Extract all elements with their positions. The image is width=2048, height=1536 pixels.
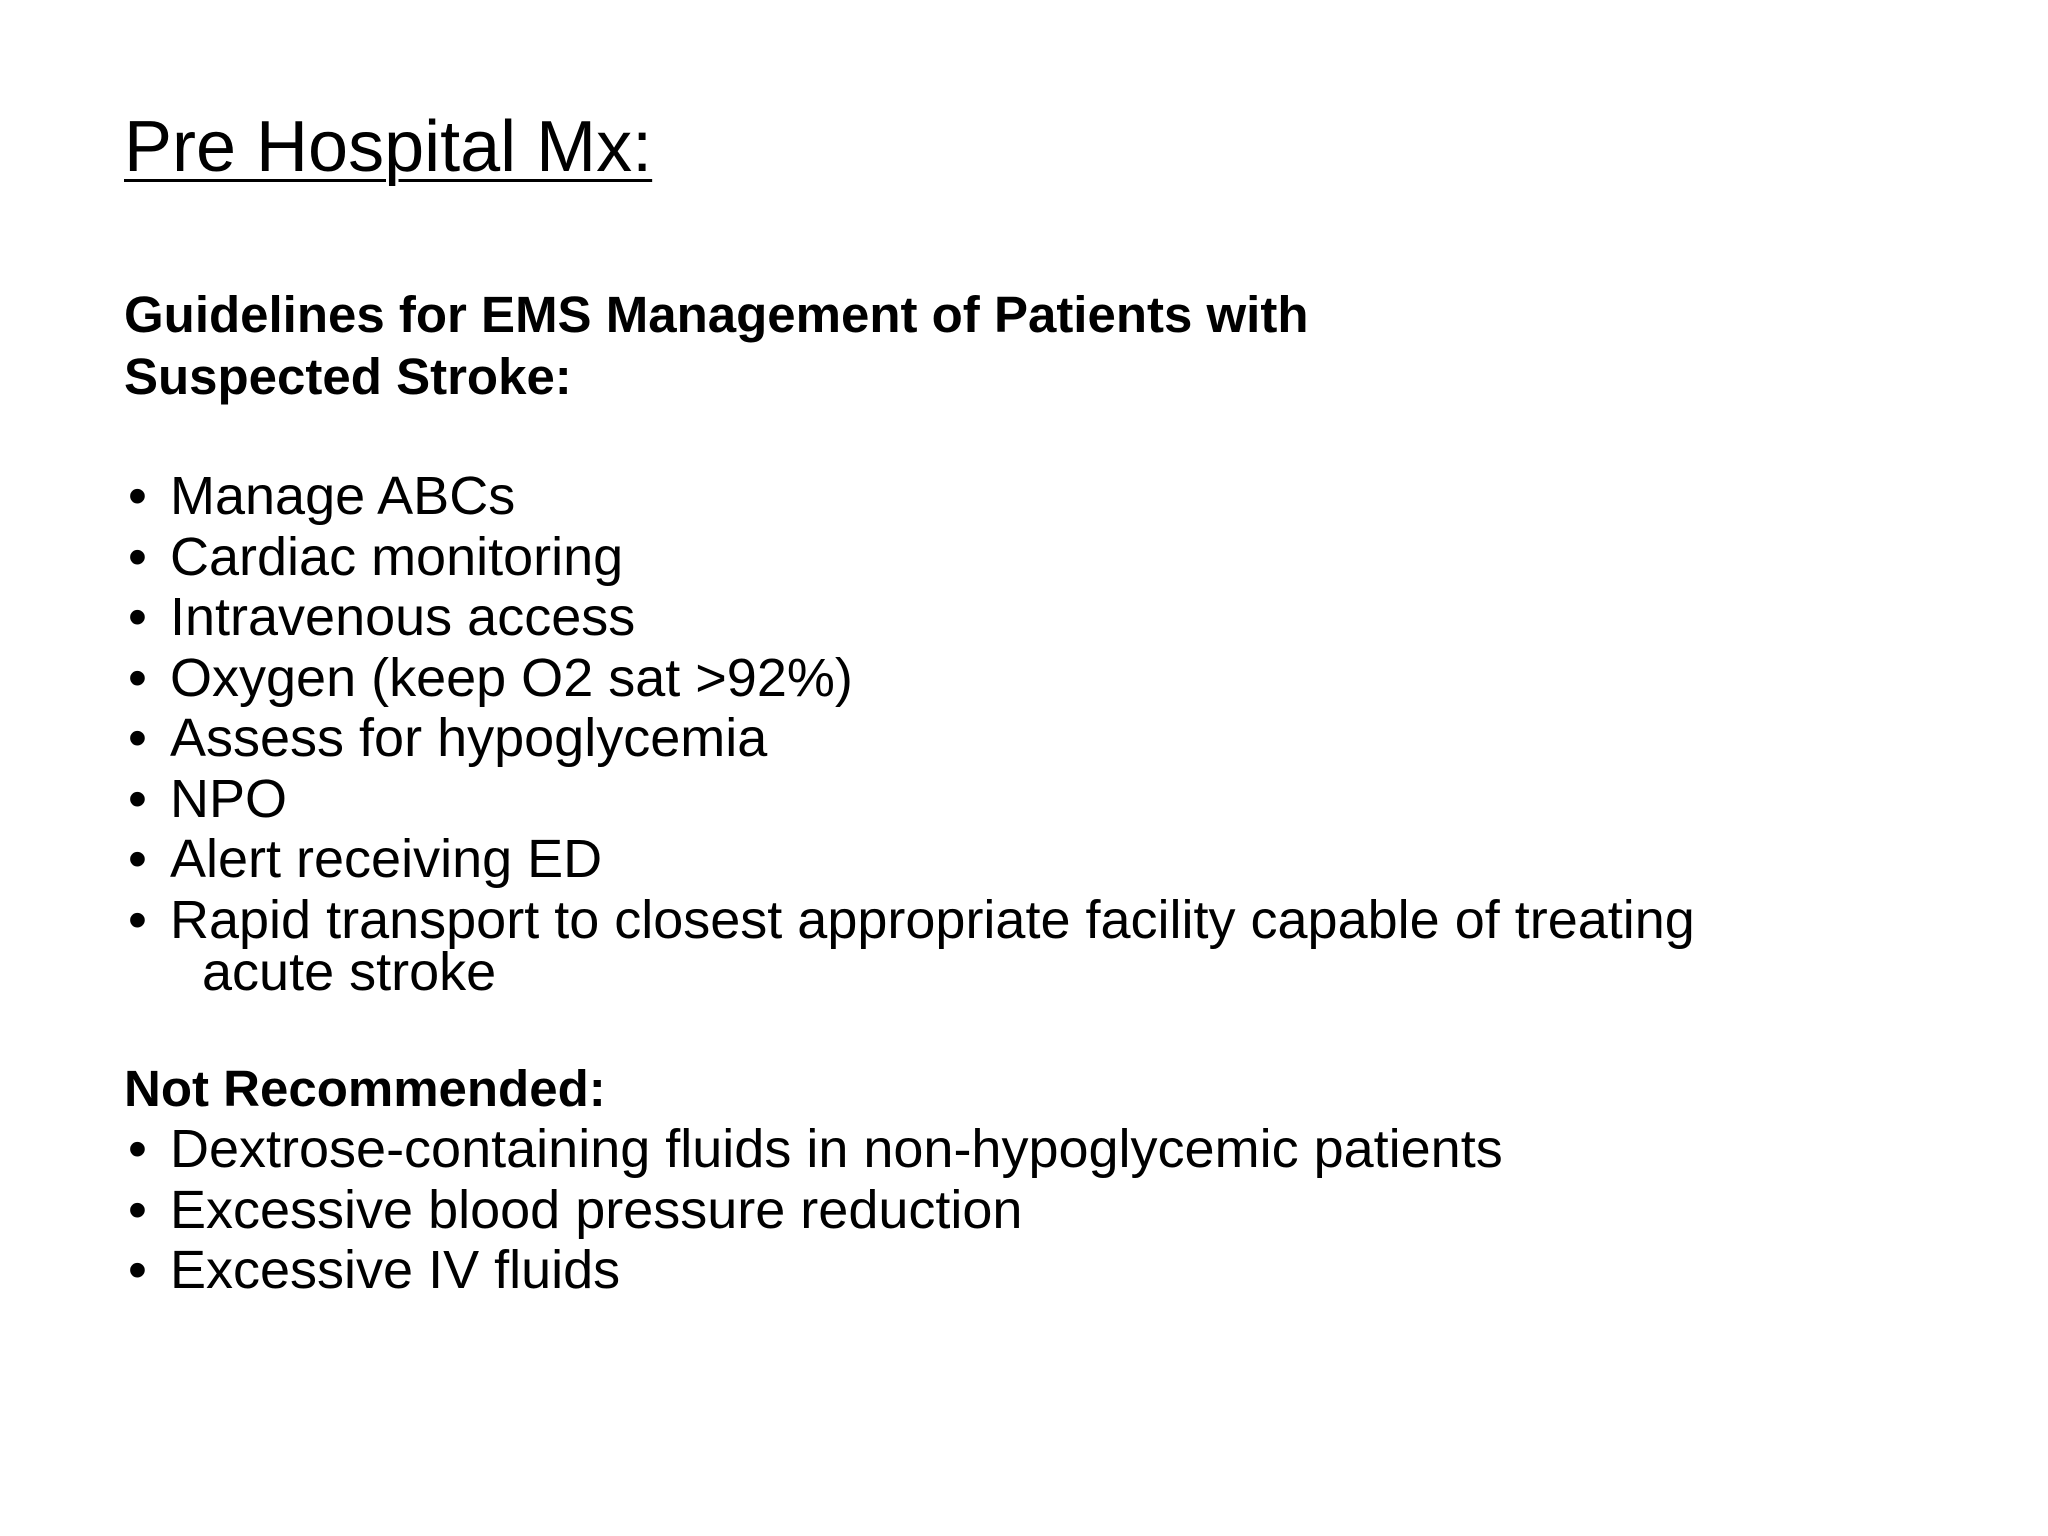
list-item (128, 466, 1695, 527)
list-item (128, 1119, 1503, 1180)
list-item (128, 587, 1695, 648)
list-item-text: Excessive blood pressure reduction (170, 1179, 1023, 1240)
list-item-text: Oxygen (keep O2 sat >92%) (170, 647, 853, 708)
bullet: • (128, 1240, 147, 1300)
guidelines-heading (124, 284, 1308, 408)
list-item (128, 1180, 1503, 1241)
list-item-text: Intravenous access (170, 587, 636, 647)
list-item-text: Rapid transport to closest appropriate facility capable of treating (170, 889, 1695, 950)
list-item-text: NPO (170, 768, 288, 829)
list-item (128, 648, 1695, 709)
list-item-text: Cardiac monitoring (170, 526, 624, 587)
bullet: • (128, 768, 147, 829)
bullet: • (128, 647, 147, 708)
bullet: • (128, 1119, 147, 1179)
slide-title: Pre Hospital Mx: (124, 107, 653, 187)
list-item-text: Excessive IV fluids (170, 1240, 621, 1300)
guidelines-heading-line-1: Guidelines for EMS Management of Patients with (124, 286, 1309, 343)
list-item (128, 769, 1695, 830)
bullet: • (128, 708, 147, 768)
list-item-text: Dextrose-containing fluids in non-hypoglycemic patients (170, 1119, 1503, 1179)
guidelines-list (128, 466, 1695, 1002)
bullet: • (128, 587, 147, 647)
list-item (128, 829, 1695, 890)
bullet: • (128, 526, 147, 587)
bullet: • (128, 889, 147, 950)
list-item (128, 1240, 1503, 1301)
list-item-text: Manage ABCs (170, 466, 516, 526)
list-item (128, 708, 1695, 769)
not-recommended-heading: Not Recommended: (124, 1060, 606, 1117)
guidelines-heading-line-2: Suspected Stroke: (124, 348, 572, 405)
list-item-continuation: acute stroke (202, 942, 497, 1002)
bullet: • (128, 466, 147, 526)
list-item-text: Assess for hypoglycemia (170, 708, 768, 768)
bullet: • (128, 829, 147, 889)
list-item-text: Alert receiving ED (170, 829, 603, 889)
bullet: • (128, 1179, 147, 1240)
list-item (128, 527, 1695, 588)
list-item (128, 889, 1695, 1002)
not-recommended-list (128, 1119, 1503, 1301)
